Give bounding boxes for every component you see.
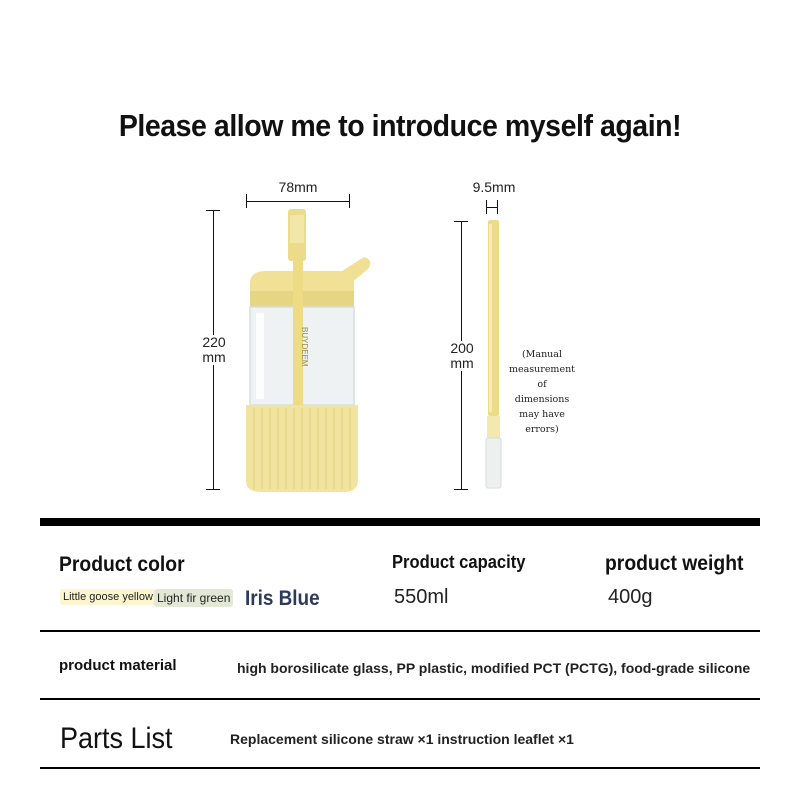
- section-divider: [40, 630, 760, 632]
- height-label: [196, 335, 232, 365]
- section-divider: [40, 698, 760, 700]
- material-value: high borosilicate glass, PP plastic, modified PCT (PCTG), food-grade silicone: [237, 660, 751, 676]
- straw-length-label: [444, 341, 480, 371]
- color-chip-yellow: Little goose yellow: [60, 589, 156, 605]
- weight-value: 400g: [608, 586, 653, 608]
- parts-list-label: Parts List: [60, 722, 173, 755]
- straw-width-label: 9.5mm: [472, 179, 516, 195]
- section-divider-thick: [40, 518, 760, 526]
- capacity-label: Product capacity: [392, 552, 526, 572]
- parts-list-value: Replacement silicone straw ×1 instruction leaflet ×1: [230, 731, 574, 747]
- straw-length-tick-bottom: [454, 489, 468, 490]
- height-tick-bottom: [206, 489, 220, 490]
- note-line: errors): [525, 424, 559, 435]
- width-label: 78mm: [278, 179, 318, 195]
- bottle-illustration: [236, 205, 376, 500]
- straw-length-tick-top: [454, 221, 468, 222]
- height-unit: mm: [202, 349, 226, 365]
- weight-label: product weight: [605, 552, 744, 575]
- note-line: of: [537, 379, 547, 390]
- straw-width-tick-left: [486, 200, 487, 214]
- section-divider: [40, 767, 760, 769]
- height-value: 220: [202, 334, 226, 350]
- note-line: dimensions: [514, 394, 570, 405]
- straw-width-tick-right: [497, 200, 498, 214]
- product-color-label: Product color: [59, 553, 185, 576]
- note-line: measurement: [508, 364, 576, 375]
- width-line: [246, 201, 350, 202]
- note-line: (Manual: [521, 349, 563, 360]
- color-chip-blue: Iris Blue: [245, 587, 320, 610]
- measurement-note: [508, 347, 576, 437]
- straw-illustration: [482, 218, 504, 490]
- color-chip-green: Light fir green: [154, 589, 233, 607]
- height-tick-top: [206, 210, 220, 211]
- note-line: may have: [519, 409, 565, 420]
- capacity-value: 550ml: [394, 586, 449, 608]
- page-title: Please allow me to introduce myself again!: [118, 108, 682, 143]
- straw-length-value: 200: [450, 340, 474, 356]
- straw-length-unit: mm: [450, 355, 474, 371]
- brand-mark: BUYDEEM: [300, 327, 309, 367]
- material-label: product material: [59, 657, 177, 674]
